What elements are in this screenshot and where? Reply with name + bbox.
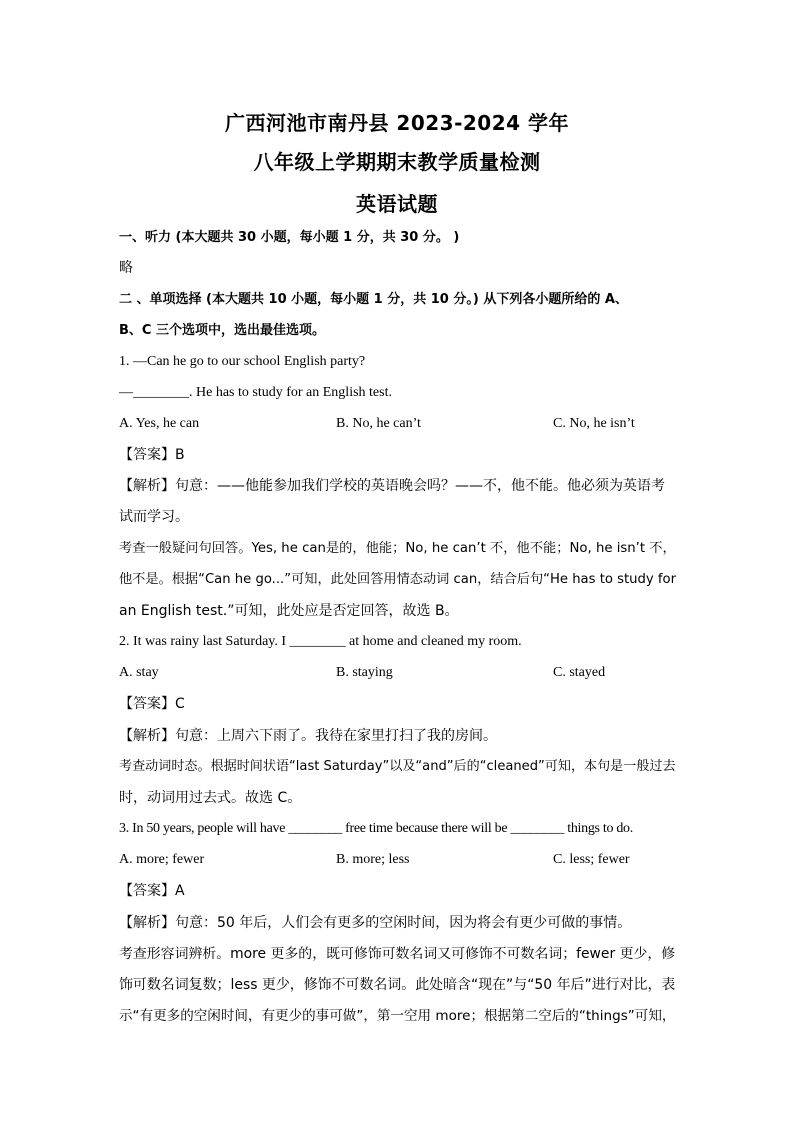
q2-analysis-line3: 时，动词用过去式。故选 C。 [119, 790, 302, 806]
q2-analysis-line1: 【解析】句意：上周六下雨了。我待在家里打扫了我的房间。 [119, 728, 497, 744]
q1-analysis-line5: an English test.”可知，此处应是否定回答，故选 B。 [119, 603, 459, 619]
q3-analysis-line2: 考查形容词辨析。more 更多的，既可修饰可数名词又可修饰不可数名词；fewer 更少，修 [119, 946, 676, 962]
q1-option-c: C. No, he isn’t [553, 416, 635, 431]
q2-option-b: B. staying [336, 665, 393, 680]
doc-title-line2: 八年级上学期期末教学质量检测 [253, 150, 541, 174]
doc-title-line1: 广西河池市南丹县 2023-2024 学年 [224, 111, 570, 135]
q2-option-a: A. stay [119, 665, 159, 680]
section2-heading-line1: 二 、单项选择 (本大题共 10 小题，每小题 1 分，共 10 分。) 从下列各小题所给的 A、 [119, 292, 628, 307]
section2-heading-line2: B、C 三个选项中，选出最佳选项。 [119, 323, 325, 338]
q2-stem-line1: 2. It was rainy last Saturday. I ________ at home and cleaned my room. [119, 634, 522, 649]
q3-option-b: B. more; less [336, 852, 410, 867]
q1-stem-line2: —________. He has to study for an English test. [119, 385, 392, 400]
q3-analysis-line3: 饰可数名词复数；less 更少，修饰不可数名词。此处暗含“现在”与“50 年后”进行对比，表 [119, 977, 676, 993]
q3-analysis-line4: 示“有更多的空闲时间，有更少的事可做”，第一空用 more；根据第二空后的“things”可知， [119, 1008, 676, 1024]
q1-option-a: A. Yes, he can [119, 416, 200, 431]
q3-answer: 【答案】A [119, 883, 185, 899]
q2-analysis-line2: 考查动词时态。根据时间状语“last Saturday”以及“and”后的“cleaned”可知，本句是一般过去 [119, 759, 676, 774]
q3-stem-line1: 3. In 50 years, people will have ________ free time because there will be ________ things to do. [119, 821, 633, 836]
q1-answer: 【答案】B [119, 447, 185, 463]
q3-analysis-line1: 【解析】句意：50 年后，人们会有更多的空闲时间，因为将会有更少可做的事情。 [119, 915, 632, 931]
section1-content: 略 [119, 260, 133, 276]
q2-option-c: C. stayed [553, 665, 606, 680]
q2-answer: 【答案】C [119, 696, 185, 712]
q3-option-c: C. less; fewer [553, 852, 630, 867]
q1-analysis-line4: 他不是。根据“Can he go...”可知，此处回答用情态动词 can，结合后句“He has to study for [119, 572, 677, 587]
q1-stem-line1: 1. —Can he go to our school English party? [119, 354, 366, 369]
q1-option-b: B. No, he can’t [336, 416, 421, 431]
q1-analysis-line3: 考查一般疑问句回答。Yes, he can是的，他能；No, he can’t 不，他不能；No, he isn’t 不， [119, 541, 676, 556]
q1-analysis-line2: 试而学习。 [119, 509, 189, 525]
q3-option-a: A. more; fewer [119, 852, 205, 867]
q1-analysis-line1: 【解析】句意：——他能参加我们学校的英语晚会吗？——不，他不能。他必须为英语考 [119, 478, 665, 494]
section1-heading: 一、听力 (本大题共 30 小题，每小题 1 分，共 30 分。 ) [119, 230, 460, 245]
doc-title-line3: 英语试题 [356, 192, 438, 216]
